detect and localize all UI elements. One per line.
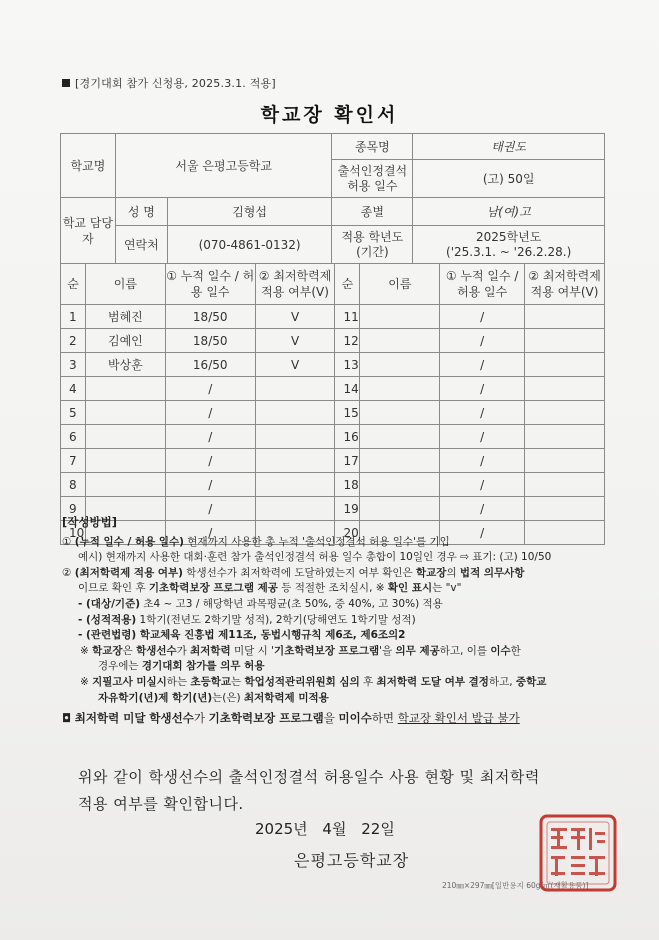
event-value: 태권도 (413, 134, 605, 160)
row-days: / (440, 425, 525, 449)
instruction-line: ※ 학교장은 학생선수가 최저학력 미달 시 '기초학력보장 프로그램'을 의무 제공하고, 이를 이수한 (80, 644, 521, 657)
square-bullet-icon (62, 79, 70, 87)
student-list-table (60, 263, 605, 545)
instruction-line: ◘ 최저학력 미달 학생선수가 기초학력보장 프로그램을 미이수하면 학교장 확인서 발급 불가 (62, 711, 520, 726)
allowed-days-label: 출석인정결석 허용 일수 (332, 160, 413, 198)
row-no: 9 (61, 497, 86, 521)
instructions-heading: [작성방법] (62, 515, 117, 529)
school-info-table (60, 133, 605, 264)
row-name: 김예인 (85, 329, 165, 353)
year-label: 적용 학년도 (기간) (332, 226, 413, 264)
row-no: 4 (61, 377, 86, 401)
row-min (525, 305, 605, 329)
row-no: 12 (335, 329, 360, 353)
row-no: 15 (335, 401, 360, 425)
header-min: ② 최저학력제 적용 여부(V) (255, 264, 335, 305)
table-row (61, 473, 605, 497)
row-name (360, 425, 440, 449)
row-days: / (440, 377, 525, 401)
row-no: 8 (61, 473, 86, 497)
table-row (61, 425, 605, 449)
row-days: / (165, 473, 255, 497)
row-no: 10 (61, 521, 86, 545)
row-days: / (165, 377, 255, 401)
row-name (360, 377, 440, 401)
manager-name: 김형섭 (167, 198, 332, 226)
gender-label: 종별 (332, 198, 413, 226)
row-no: 1 (61, 305, 86, 329)
table-row (61, 353, 605, 377)
header-days: ① 누적 일수 / 허용 일수 (165, 264, 255, 305)
event-label: 종목명 (332, 134, 413, 160)
instruction-line: 예시) 현재까지 사용한 대회·훈련 참가 출석인정결석 허용 일수 총합이 10일인 경우 ⇨ 표기: (고) 10/50 (78, 551, 552, 564)
row-no: 11 (335, 305, 360, 329)
row-name: 범혜진 (85, 305, 165, 329)
row-min: V (255, 305, 335, 329)
row-min (525, 377, 605, 401)
row-min (525, 425, 605, 449)
note-box-icon: ◘ (62, 711, 72, 726)
row-days: / (440, 353, 525, 377)
row-days: / (440, 305, 525, 329)
manager-name-label: 성 명 (115, 198, 167, 226)
instructions-section (62, 515, 622, 727)
row-no: 16 (335, 425, 360, 449)
row-min (255, 377, 335, 401)
instruction-line: - (대상/기준) 초4 ~ 고3 / 해당학년 과목평균(초 50%, 중 40%, 고 30%) 적용 (78, 597, 443, 610)
row-days: / (440, 473, 525, 497)
row-min (255, 473, 335, 497)
row-days: / (440, 401, 525, 425)
statement-line-1: 위와 같이 학생선수의 출석인정결석 허용일수 사용 현황 및 최저학력 (78, 768, 540, 786)
row-name (360, 449, 440, 473)
row-name (85, 377, 165, 401)
row-min (525, 473, 605, 497)
table-row (61, 329, 605, 353)
row-no: 5 (61, 401, 86, 425)
table-row (61, 377, 605, 401)
statement-line-2: 적용 여부를 확인합니다. (78, 795, 244, 813)
row-no: 18 (335, 473, 360, 497)
header-name: 이름 (360, 264, 440, 305)
principal-signature: 은평고등학교장 (294, 851, 410, 870)
row-days: / (440, 329, 525, 353)
header-name: 이름 (85, 264, 165, 305)
row-no: 19 (335, 497, 360, 521)
row-days: 18/50 (165, 329, 255, 353)
row-days: / (440, 497, 525, 521)
year-cell (413, 226, 605, 264)
row-days: / (165, 497, 255, 521)
row-days: / (165, 449, 255, 473)
row-min (255, 401, 335, 425)
row-min (255, 449, 335, 473)
table-row (61, 449, 605, 473)
row-days: / (165, 401, 255, 425)
row-days: / (440, 449, 525, 473)
gender-value: 남(여)고 (413, 198, 605, 226)
row-no: 2 (61, 329, 86, 353)
manager-label: 학교 담당자 (61, 198, 116, 264)
row-no: 14 (335, 377, 360, 401)
row-name (85, 425, 165, 449)
header-min: ② 최저학력제 적용 여부(V) (525, 264, 605, 305)
row-days: / (440, 521, 525, 545)
period-value: ('25.3.1. ~ '26.2.28.) (446, 244, 572, 259)
row-days: / (165, 425, 255, 449)
list-header-row (61, 264, 605, 305)
row-no: 17 (335, 449, 360, 473)
row-name: 박상훈 (85, 353, 165, 377)
row-name (360, 401, 440, 425)
header-note-text: [경기대회 참가 신청용, 2025.3.1. 적용] (75, 77, 276, 90)
row-no: 7 (61, 449, 86, 473)
instruction-line: - (성적적용) 1학기(전년도 2학기말 성적), 2학기(당해연도 1학기말 성적) (78, 613, 416, 626)
header-no: 순 (335, 264, 360, 305)
row-min (525, 353, 605, 377)
instruction-line: 경우에는 경기대회 참가를 의무 허용 (98, 660, 265, 673)
row-days: 18/50 (165, 305, 255, 329)
row-name (85, 473, 165, 497)
allowed-days-value: (고) 50일 (413, 160, 605, 198)
instruction-line: ※ 지필고사 미실시하는 초등학교는 학업성적관리위원회 심의 후 최저학력 도달 여부 결정하고, 중학교 (80, 675, 547, 688)
instruction-line: ① (누적 일수 / 허용 일수) 현재까지 사용한 총 누적 '출석인정결석 허용 일수'를 기입 (62, 535, 450, 548)
instruction-line: 자유학기(년)제 학기(년)는(은) 최저학력제 미적용 (98, 691, 329, 704)
header-note (62, 75, 276, 91)
document-title: 학교장 확인서 (260, 104, 399, 126)
issue-date: 2025년 4월 22일 (255, 820, 395, 838)
row-name (85, 449, 165, 473)
paper-size-note: 210㎜×297㎜[일반용지 60g/㎡(재활용품)] (442, 881, 589, 890)
official-seal-icon (537, 812, 619, 894)
row-no: 3 (61, 353, 86, 377)
contact-label: 연락처 (115, 226, 167, 264)
row-name (360, 353, 440, 377)
row-days: / (165, 521, 255, 545)
confirmation-statement (78, 764, 618, 818)
contact-value: (070-4861-0132) (167, 226, 332, 264)
instruction-line: ② (최저학력제 적용 여부) 학생선수가 최저학력에 도달하였는지 여부 확인은 학교장의 법적 의무사항 (62, 566, 525, 579)
row-days: 16/50 (165, 353, 255, 377)
row-name (360, 473, 440, 497)
row-min (255, 425, 335, 449)
school-label: 학교명 (61, 134, 116, 198)
row-name (360, 329, 440, 353)
school-name: 서울 은평고등학교 (115, 134, 332, 198)
header-no: 순 (61, 264, 86, 305)
year-value: 2025학년도 (475, 229, 542, 244)
row-min: V (255, 329, 335, 353)
row-min (525, 401, 605, 425)
row-name (360, 305, 440, 329)
row-min: V (255, 353, 335, 377)
table-row (61, 401, 605, 425)
instruction-line: 이므로 확인 후 기초학력보장 프로그램 제공 등 적절한 조치실시, ※ 확인 표시는 "v" (78, 582, 462, 595)
row-no: 20 (335, 521, 360, 545)
row-no: 6 (61, 425, 86, 449)
instruction-line: - (관련법령) 학교체육 진흥법 제11조, 동법시행규칙 제6조, 제6조의2 (78, 629, 406, 642)
row-min (525, 449, 605, 473)
row-min (525, 329, 605, 353)
row-name (85, 401, 165, 425)
header-days: ① 누적 일수 / 허용 일수 (440, 264, 525, 305)
row-no: 13 (335, 353, 360, 377)
table-row (61, 305, 605, 329)
